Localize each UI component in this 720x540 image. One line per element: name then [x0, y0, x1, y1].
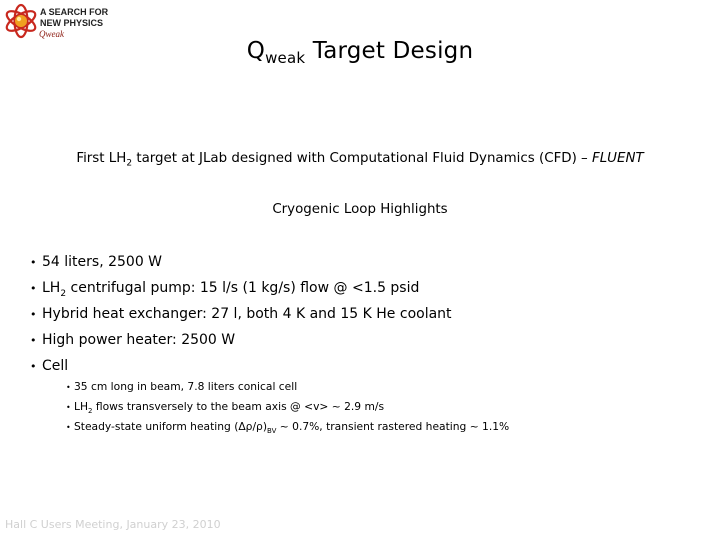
- cell-details-list: [66, 379, 509, 439]
- atom-icon: [2, 2, 42, 42]
- bullet-glyph: •: [30, 282, 37, 295]
- page-title: [0, 38, 720, 67]
- list-item-text: 54 liters, 2500 W: [42, 254, 163, 270]
- list-item-text: High power heater: 2500 W: [42, 332, 236, 348]
- list-item: [30, 304, 452, 330]
- list-item: [30, 252, 452, 278]
- logo-tagline-line1: A SEARCH FOR: [40, 7, 109, 17]
- logo-q: Q: [39, 29, 46, 39]
- sub-list-item-subscript: BV: [267, 427, 277, 436]
- list-item-subscript: 2: [60, 288, 67, 299]
- sub-list-item-text-b: flows transversely to the beam axis @ <v> ~ 2.9 m/s: [92, 400, 385, 413]
- sub-list-item-subscript: 2: [88, 407, 93, 416]
- list-item-text-a: LH: [42, 280, 61, 296]
- title-q: Q: [246, 38, 266, 64]
- title-subscript: weak: [265, 49, 306, 67]
- sub-list-item: [66, 379, 509, 399]
- bullet-glyph: •: [30, 256, 37, 269]
- bullet-glyph: •: [66, 423, 71, 432]
- intro-fluent: FLUENT: [592, 151, 644, 166]
- bullet-glyph: •: [66, 383, 71, 392]
- list-item: [30, 330, 452, 356]
- sub-list-item-text: 35 cm long in beam, 7.8 liters conical cell: [74, 380, 298, 393]
- logo-tagline: [40, 7, 108, 29]
- intro-part-b: target at JLab designed with Computational Fluid Dynamics (CFD) –: [132, 151, 593, 166]
- sub-list-item: [66, 419, 509, 439]
- list-item-text: Cell: [42, 358, 69, 374]
- intro-subscript: 2: [126, 158, 133, 169]
- title-rest: Target Design: [305, 38, 474, 64]
- logo-tagline-line2: NEW PHYSICS: [40, 18, 104, 28]
- intro-line: [0, 151, 720, 169]
- sub-list-item-text-a: LH: [74, 400, 88, 413]
- list-item-text: Hybrid heat exchanger: 27 l, both 4 K and 15 K He coolant: [42, 306, 452, 322]
- bullet-glyph: •: [66, 403, 71, 412]
- sub-list-item-text-a: Steady-state uniform heating (Δρ/ρ): [74, 420, 268, 433]
- highlights-list: [30, 252, 452, 382]
- sub-list-item: [66, 399, 509, 419]
- section-heading: Cryogenic Loop Highlights: [272, 202, 448, 217]
- list-item-text-b: centrifugal pump: 15 l/s (1 kg/s) flow @ <1.5 psid: [66, 280, 420, 296]
- logo-weak: weak: [45, 29, 64, 39]
- bullet-glyph: •: [30, 360, 37, 373]
- sub-list-item-text-b: ~ 0.7%, transient rastered heating ~ 1.1%: [276, 420, 510, 433]
- bullet-glyph: •: [30, 308, 37, 321]
- footer-text: Hall C Users Meeting, January 23, 2010: [5, 518, 221, 531]
- bullet-glyph: •: [30, 334, 37, 347]
- intro-part-a: First LH: [76, 151, 127, 166]
- list-item: [30, 278, 452, 304]
- qweak-logo: [2, 2, 114, 42]
